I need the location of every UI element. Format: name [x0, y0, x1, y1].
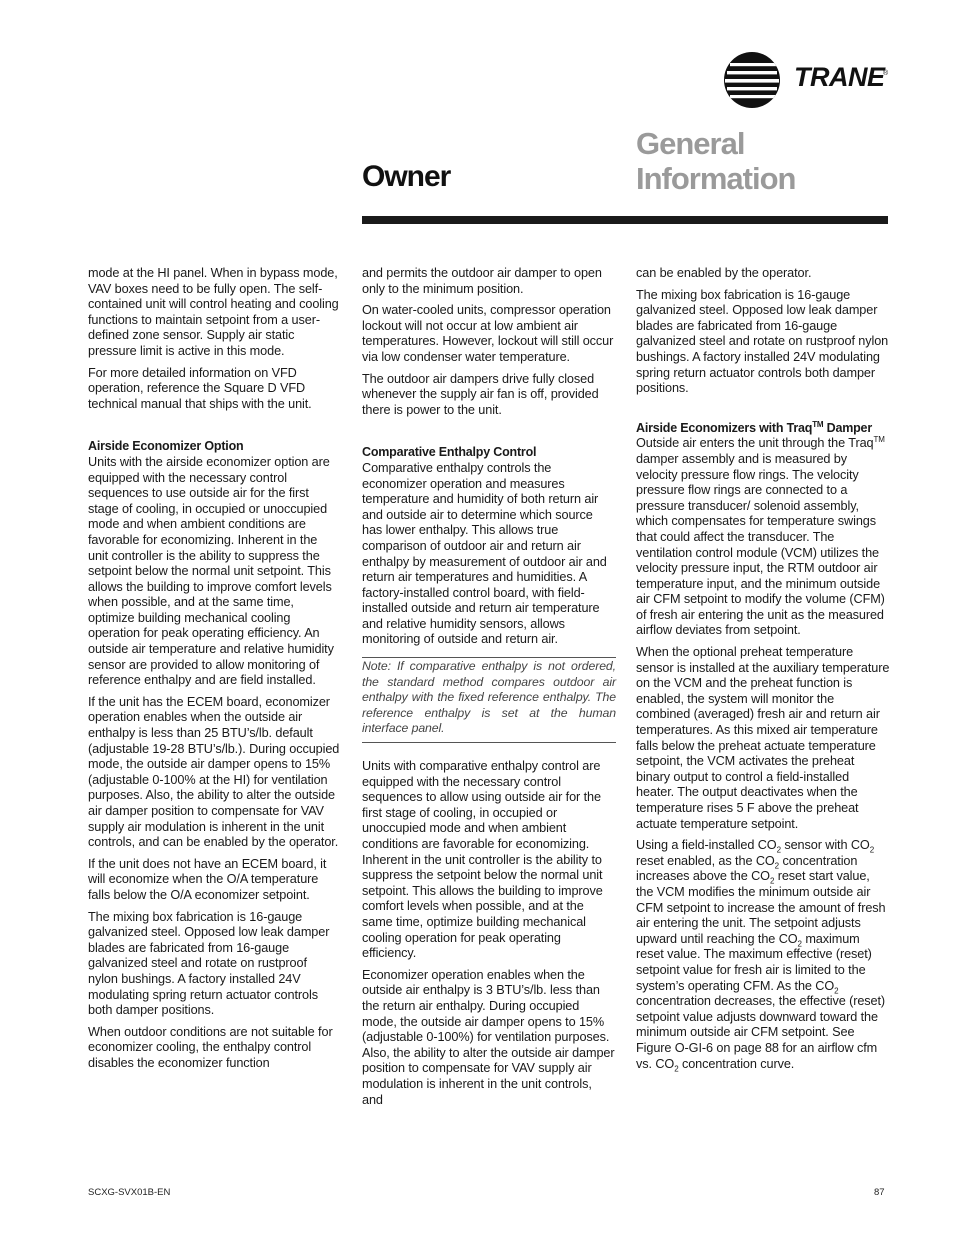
heading-traq-damper: Airside Economizers with Traq™ Damper — [636, 419, 872, 435]
paragraph: When outdoor conditions are not suitable for economizer cooling, the enthalpy control disables the economizer function — [88, 1024, 333, 1070]
paragraph: and permits the outdoor air damper to open only to the minimum position. — [362, 266, 602, 296]
heading-comparative-enthalpy: Comparative Enthalpy Control — [362, 445, 537, 460]
page-number: 87 — [874, 1187, 885, 1198]
column-3 — [636, 266, 890, 1078]
column-1 — [88, 266, 340, 1078]
paragraph: If the unit does not have an ECEM board, it will economize when the O/A temperature falls below the O/A economizer setpoint. — [88, 856, 327, 902]
paragraph: The mixing box fabrication is 16-gauge galvanized steel. Opposed low leak damper blades are fabricated from 16-gauge galvanized steel and rotate on rustproof nylon bushings. A factory installed 24V modulating spring return actuator controls both damper positions. — [88, 909, 330, 1018]
paragraph: Units with the airside economizer option are equipped with the necessary control sequences to use outside air for the first stage of cooling, in occupied or unoccupied mode and when ambient conditions are favorable for economizing. Inherent in the unit controller is the ability to suppress the setpoint below the normal unit setpoint. This allows the building to improve comfort levels when possible, and at the same time, optimize building mechanical cooling operation for peak operating efficiency. An outside air temperature and relative humidity sensor are provided to allow monitoring of reference enthalpy and are field installed. — [88, 454, 334, 688]
paragraph: If the unit has the ECEM board, economizer operation enables when the outside air enthalpy is less than 25 BTU’s/lb. default (adjustable 19-28 BTU’s/lb.). During occupied mode, the outside air damper opens to 15% (adjustable 0-100% at the HI) for ventilation purposes. Also, the ability to alter the outside air damper position to compensate for VAV supply air modulation is inherent in the unit controls, and can be enabled by the operator. — [88, 694, 340, 850]
footer-doc-id: SCXG-SVX01B-EN — [88, 1187, 171, 1198]
registered-mark: ® — [883, 70, 889, 77]
paragraph: On water-cooled units, compressor operation lockout will not occur at low ambient air temperatures. However, lockout will still occur via low condenser water temperature. — [362, 303, 614, 364]
header-rule — [362, 216, 888, 224]
chapter-title-line: Information — [636, 161, 796, 196]
paragraph: Comparative enthalpy controls the economizer operation and measures temperature and humidity of both return air and outside air to determine which source has lower enthalpy. This allows true comparison of outdoor air and return air enthalpy by measurement of outdoor air and return air temperatures and humidities. A factory-installed control board, with field-installed outside and return air temperature and relative humidity sensors, allows monitoring of outside and return air. — [362, 460, 607, 647]
column-2 — [362, 266, 616, 1114]
paragraph: Outside air enters the unit through the Traq™ damper assembly and is measured by velocity pressure flow rings. The velocity pressure flow rings are connected to a pressure transducer/ solenoid assembly, which compensates for temperature swings that could affect the transducer. The ventilation control module (VCM) utilizes the velocity pressure input, the RTM outdoor air temperature input, and the minimum outside air CFM setpoint to modify the volume (CFM) of fresh air entering the unit as the measured airflow deviates from setpoint. — [636, 435, 885, 638]
trane-globe-icon — [722, 50, 782, 110]
chapter-title-line: General — [636, 126, 745, 161]
paragraph: The outdoor air dampers drive fully closed whenever the supply air fan is off, provided there is power to the unit. — [362, 371, 599, 417]
paragraph: When the optional preheat temperature sensor is installed at the auxiliary temperature on the VCM and the preheat function is enabled, the system will monitor the combined (averaged) fresh air and return air temperatures. As this mixed air temperature falls below the preheat actuate temperature setpoint, the VCM activates the preheat binary output to control a field-installed heater. The output deactivates when the temperature rises 5 F above the preheat actuate temperature setpoint. — [636, 645, 890, 831]
paragraph: The mixing box fabrication is 16-gauge galvanized steel. Opposed low leak damper blades are fabricated from 16-gauge galvanized steel and rotate on rustproof nylon bushings. A factory installed 24V modulating spring return actuator controls both damper positions. — [636, 287, 889, 396]
section-title: Owner — [362, 160, 451, 193]
paragraph: mode at the HI panel. When in bypass mode, VAV boxes need to be fully open. The self-contained unit will control heating and cooling functions to maintain setpoint from a user-defined zone sensor. Supply air static pressure limit is active in this mode. — [88, 266, 339, 358]
paragraph: Economizer operation enables when the outside air enthalpy is 3 BTU’s/lb. less than the return air enthalpy. During occupied mode, the outside air damper opens to 15% (adjustable 0-100%) for ventilation purposes. Also, the ability to alter the outside air damper position to compensate for VAV supply air modulation is inherent in the unit controls, and — [362, 967, 615, 1107]
paragraph: Units with comparative enthalpy control are equipped with the necessary control sequences to allow using outside air for the first stage of cooling, in occupied or unoccupied mode and when ambient conditions are favorable for economizing. Inherent in the unit controller is the ability to suppress the setpoint below the normal unit setpoint. This allows the building to improve comfort levels when possible, and at the same time, optimize building mechanical cooling operation for peak operating efficiency. — [362, 759, 603, 961]
chapter-title — [636, 126, 796, 196]
paragraph: For more detailed information on VFD operation, reference the Square D VFD technical manual that ships with the unit. — [88, 365, 312, 411]
paragraph: can be enabled by the operator. — [636, 266, 812, 280]
note-box: Note: If comparative enthalpy is not ordered, the standard method compares outdoor air enthalpy with the fixed reference enthalpy. The reference enthalpy is set at the human interface panel. — [362, 657, 616, 743]
heading-airside-economizer: Airside Economizer Option — [88, 439, 244, 454]
paragraph-co2: Using a field-installed $CO_2$ sensor with $CO_2$ reset enabled, as the $CO_2$ concentration increases above the $CO_2$ reset start value, the VCM modifies the minimum outside air CFM setpoint to increase the amount of fresh air entering the unit. The setpoint adjusts upward until reaching the $CO_2$ maximum reset value. The maximum effective (reset) setpoint value for fresh air is limited to the system’s operating CFM. As the $CO_2$ concentration decreases, the effective (reset) setpoint value adjusts downward toward the minimum outside air CFM setpoint. See Figure O-GI-6 on page 88 for an airflow cfm vs. $CO_2$ concentration curve. — [636, 838, 886, 1074]
brand-wordmark: TRANE — [794, 62, 885, 92]
